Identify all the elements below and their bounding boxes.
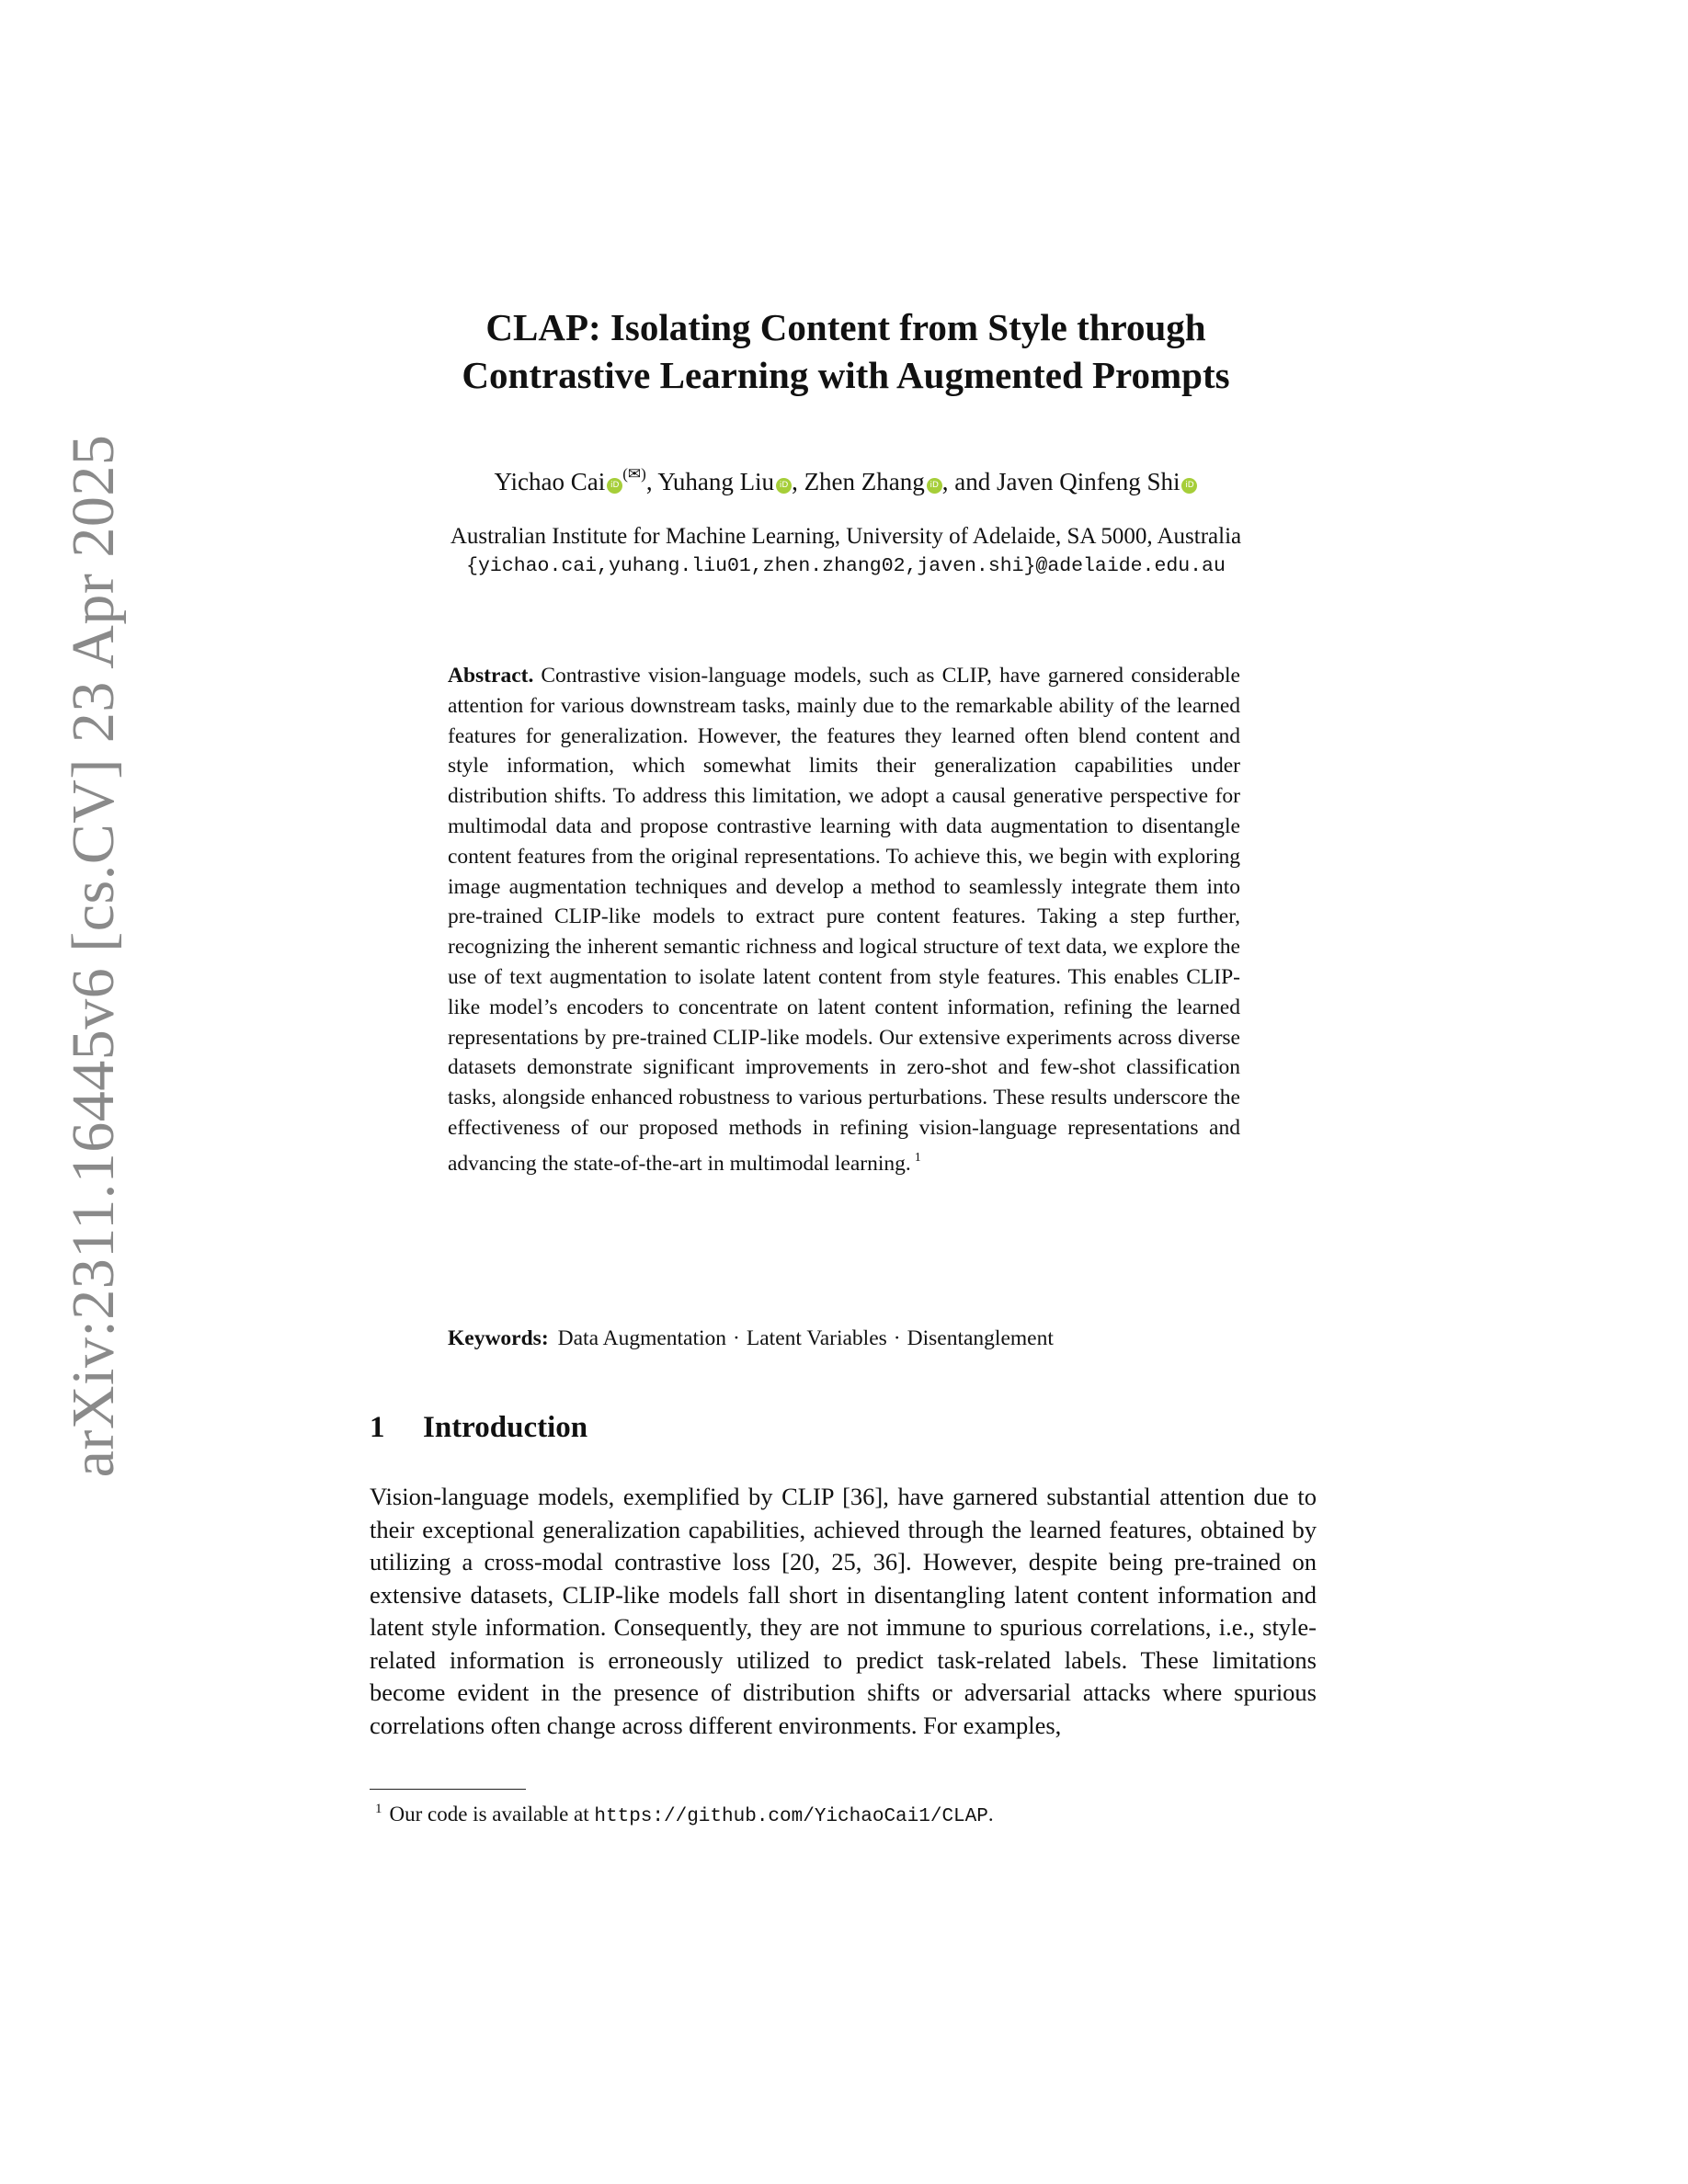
keyword-separator: · (893, 1326, 901, 1350)
abstract-label: Abstract. (448, 664, 534, 688)
keywords (448, 1324, 1257, 1353)
orcid-icon[interactable]: iD (927, 478, 942, 494)
footnote-reference[interactable]: 1 (914, 1150, 921, 1165)
keywords-label: Keywords: (448, 1326, 549, 1350)
keyword-separator: · (733, 1326, 740, 1350)
arxiv-identifier: arXiv:2311.16445v6 [cs.CV] 23 Apr 2025 (60, 434, 127, 1478)
footnote-text: Our code is available at (389, 1803, 595, 1826)
author-name: , Yuhang Liu (645, 468, 775, 495)
section-title: Introduction (423, 1411, 588, 1444)
author-list (276, 458, 1416, 498)
section-number: 1 (370, 1411, 385, 1444)
footnote-divider (370, 1789, 526, 1790)
orcid-icon[interactable]: iD (776, 478, 792, 494)
footnote-mark: 1 (375, 1802, 382, 1816)
section-heading (370, 1407, 587, 1448)
paper-title-line-1: CLAP: Isolating Content from Style through (485, 306, 1206, 348)
footnote (375, 1794, 1322, 1832)
code-repository-link[interactable]: https://github.com/YichaoCai1/CLAP (594, 1806, 988, 1827)
abstract-text: Contrastive vision-language models, such as CLIP, have garnered considerable attention for various downstream tasks, mainly due to the remarkable ability of the learned features for generalization. However, the features they learned often blend content and style information, which somewhat limits their generalization capabilities under distribution shifts. To address this limitation, we adopt a causal generative perspective for multimodal data and propose contrastive learning with data augmentation to disentangle content features from the original representations. To achieve this, we begin with exploring image augmentation techniques and develop a method to seamlessly integrate them into pre-trained CLIP-like models to extract pure content features. Taking a step further, recognizing the inherent semantic richness and logical structure of text data, we explore the use of text augmentation to isolate latent content from style features. This enables CLIP-like model’s encoders to concentrate on latent content information, refining the learned representations by pre-trained CLIP-like models. Our extensive experiments across diverse datasets demonstrate significant improvements in zero-shot and few-shot classification tasks, alongside enhanced robustness to various perturbations. These results underscore the effectiveness of our proposed methods in refining vision-language representations and advancing the state-of-the-art in multimodal learning. (448, 664, 1240, 1176)
author-emails: {yichao.cai,yuhang.liu01,zhen.zhang02,javen.shi}@adelaide.edu.au (466, 555, 1226, 577)
corresponding-author-mark: (✉) (622, 465, 646, 483)
affiliation: Australian Institute for Machine Learning, University of Adelaide, SA 5000, Australia (450, 524, 1242, 549)
author-name: , Zhen Zhang (792, 468, 925, 495)
keyword: Latent Variables (746, 1326, 887, 1350)
author-name: Yichao Cai (494, 468, 606, 495)
introduction-paragraph: Vision-language models, exemplified by CLIP [36], have garnered substantial attention due to their exceptional generalization capabilities, achieved through the learned features, obtained by utilizing a cross-modal contrastive loss [20, 25, 36]. However, despite being pre-trained on extensive datasets, CLIP-like models fall short in disentangling latent content information and latent style information. Consequently, they are not immune to spurious correlations, i.e., style-related information is erroneously utilized to predict task-related labels. These limitations become evident in the presence of distribution shifts or adversarial attacks where spurious correlations often change across different environments. For examples, (370, 1483, 1317, 1739)
abstract (448, 661, 1240, 1179)
footnote-period: . (987, 1803, 994, 1826)
author-name: , and Javen Qinfeng Shi (941, 468, 1180, 495)
paper-title-line-2: Contrastive Learning with Augmented Prompts (462, 354, 1230, 396)
paper-title (276, 303, 1416, 399)
keyword: Data Augmentation (557, 1326, 727, 1350)
orcid-icon[interactable]: iD (607, 478, 622, 494)
arxiv-sidebar (0, 0, 127, 2184)
keyword: Disentanglement (907, 1326, 1054, 1350)
orcid-icon[interactable]: iD (1181, 478, 1197, 494)
